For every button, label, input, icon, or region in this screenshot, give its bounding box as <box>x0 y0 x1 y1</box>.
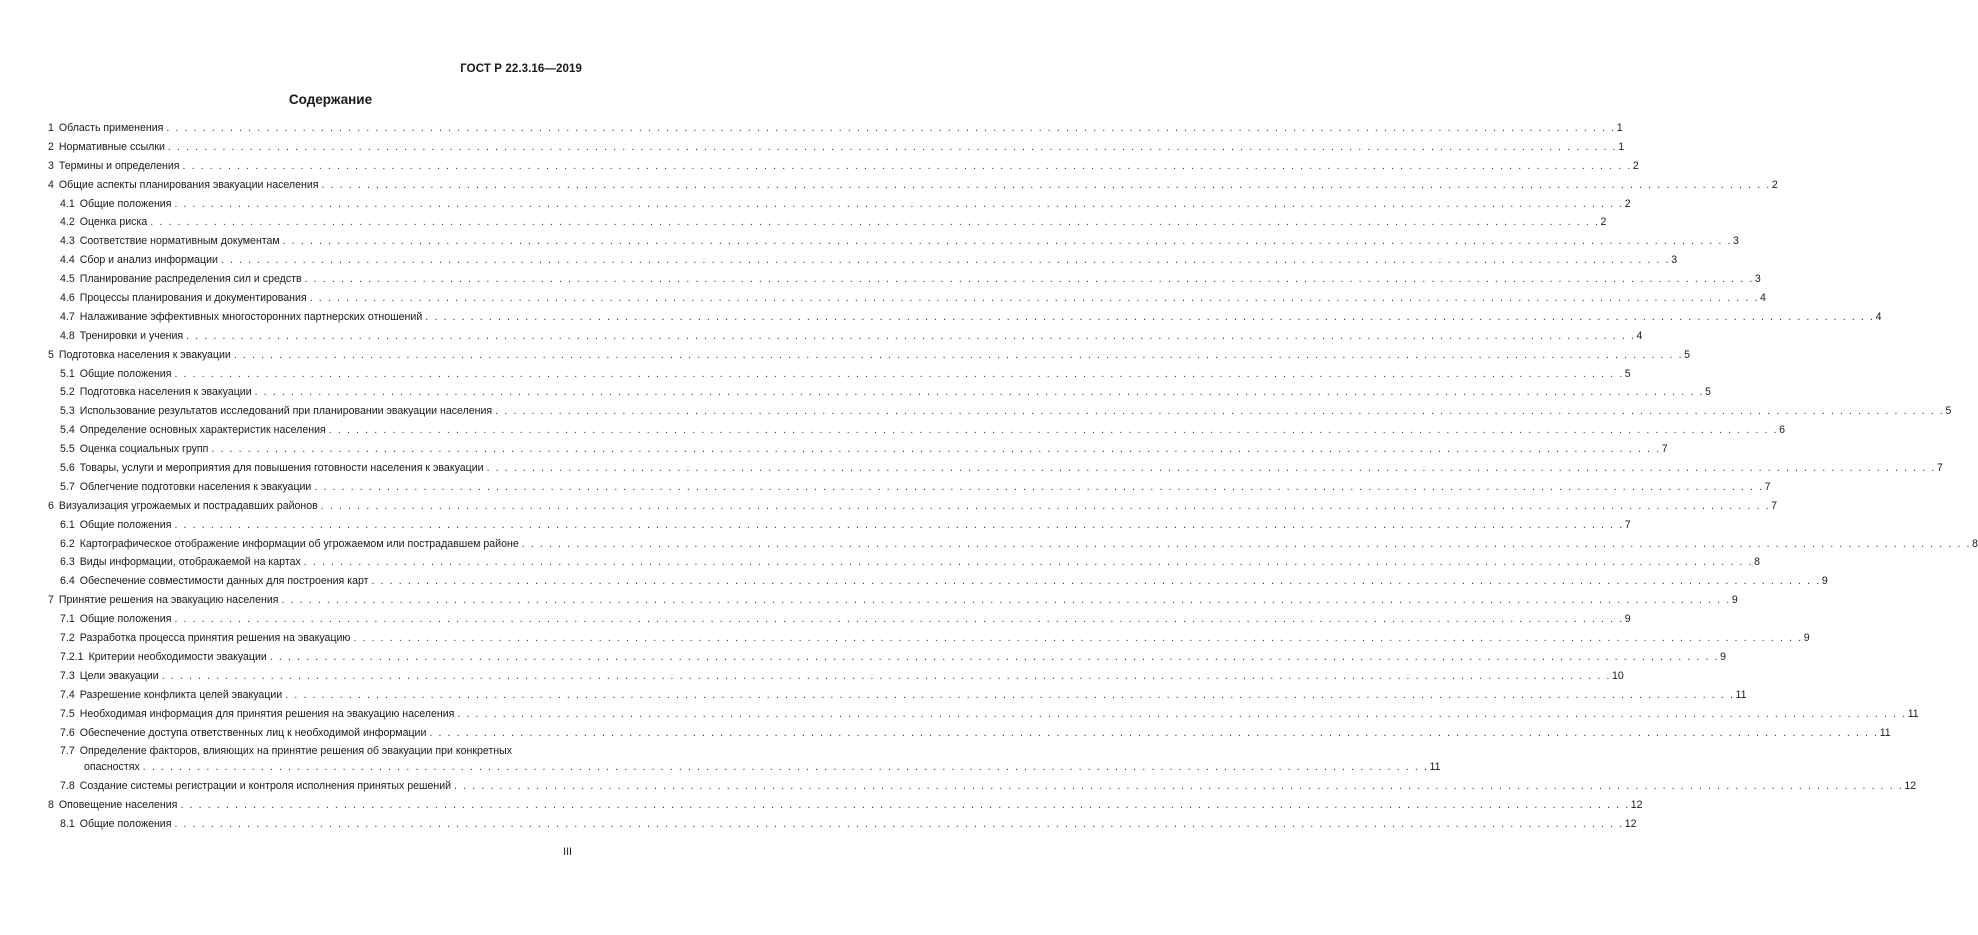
toc-leader-dots: . . . . . . . . . . . . . . . . . . . . . . . . . . . . . . . . . . . . . . . . . . . . . . . . . . . . . . . . . . . . . . . . . . . . . . . . . . . . . . . . . . . . . . . . . . . . . . . . . . . . . . . . . . . . . . . . . . . . . . . . . . . . . . . . . . . . . . . . . . . . . . . . . . . . . . . . . . . . . . . . <box>429 726 1879 739</box>
toc-leader-dots: . . . . . . . . . . . . . . . . . . . . . . . . . . . . . . . . . . . . . . . . . . . . . . . . . . . . . . . . . . . . . . . . . . . . . . . . . . . . . . . . . . . . . . . . . . . . . . . . . . . . . . . . . . . . . . . . . . . . . . . . . . . . . . . . . . . . . . . . . . . . . . . . . . . . . . . . . . . . . . . . <box>174 518 1624 531</box>
toc-entry-title: Общие положения <box>79 818 172 831</box>
toc-entry-page: 4 <box>1875 310 1882 323</box>
toc-entry-page: 4 <box>1760 292 1766 305</box>
toc-entry-page: 12 <box>1624 818 1637 831</box>
toc-leader-dots: . . . . . . . . . . . . . . . . . . . . . . . . . . . . . . . . . . . . . . . . . . . . . . . . . . . . . . . . . . . . . . . . . . . . . . . . . . . . . . . . . . . . . . . . . . . . . . . . . . . . . . . . . . . . . . . . . . . . . . . . . . . . . . . . . . . . . . . . . . . . . . . . . . . . . . . . . . . . . . . . <box>495 405 1945 418</box>
toc-entry-number: 7.4 <box>60 688 75 701</box>
toc-entry-page: 7 <box>1936 462 1943 475</box>
toc-entry-title: Разрешение конфликта целей эвакуации <box>79 688 283 701</box>
toc-title: Содержание <box>288 92 373 107</box>
toc-entry-title: Определение факторов, влияющих на принятие решения об эвакуации при конкретных <box>79 745 513 758</box>
toc-leader-dots: . . . . . . . . . . . . . . . . . . . . . . . . . . . . . . . . . . . . . . . . . . . . . . . . . . . . . . . . . . . . . . . . . . . . . . . . . . . . . . . . . . . . . . . . . . . . . . . . . . . . . . . . . . . . . . . . . . . . . . . . . . . . . . . . . . . . . . . . . . . . . . . . . . . . . . . . . . . . . . . . <box>321 178 1771 191</box>
toc-entry-number: 5.3 <box>60 405 75 418</box>
toc-entry-page: 7 <box>1764 480 1771 493</box>
toc-entry-page: 2 <box>1771 178 1778 191</box>
toc-entry-page: 11 <box>1879 726 1891 739</box>
toc-entry-page: 9 <box>1821 575 1828 588</box>
toc-entry-page: 2 <box>1624 197 1631 210</box>
toc-leader-dots: . . . . . . . . . . . . . . . . . . . . . . . . . . . . . . . . . . . . . . . . . . . . . . . . . . . . . . . . . . . . . . . . . . . . . . . . . . . . . . . . . . . . . . . . . . . . . . . . . . . . . . . . . . . . . . . . . . . . . . . . . . . . . . . . . . . . . . . . . . . . . . . . . . . . . . . . . . . . . . . . <box>486 462 1936 475</box>
toc-leader-dots: . . . . . . . . . . . . . . . . . . . . . . . . . . . . . . . . . . . . . . . . . . . . . . . . . . . . . . . . . . . . . . . . . . . . . . . . . . . . . . . . . . . . . . . . . . . . . . . . . . . . . . . . . . . . . . . . . . . . . . . . . . . . . . . . . . . . . . . . . . . . . . . . . . . . . . . . . . . . . . . . <box>220 254 1671 267</box>
toc-entry[interactable] <box>48 254 1678 273</box>
toc-leader-dots: . . . . . . . . . . . . . . . . . . . . . . . . . . . . . . . . . . . . . . . . . . . . . . . . . . . . . . . . . . . . . . . . . . . . . . . . . . . . . . . . . . . . . . . . . . . . . . . . . . . . . . . . . . . . . . . . . . . . . . . . . . . . . . . . . . . . . . . . . . . . . . <box>142 761 1429 774</box>
toc-entry[interactable] <box>48 818 1637 837</box>
toc-entry-title: Оценка социальных групп <box>79 443 209 456</box>
toc-entry-title: Необходимая информация для принятия решения на эвакуацию населения <box>79 707 455 720</box>
toc-entry[interactable] <box>48 405 1952 424</box>
toc-entry-page: 8 <box>1754 556 1760 569</box>
toc-leader-dots: . . . . . . . . . . . . . . . . . . . . . . . . . . . . . . . . . . . . . . . . . . . . . . . . . . . . . . . . . . . . . . . . . . . . . . . . . . . . . . . . . . . . . . . . . . . . . . . . . . . . . . . . . . . . . . . . . . . . . . . . . . . . . . . . . . . . . . . . . . . . . . . . . . . . . . . . . . . . . . . . <box>161 669 1611 682</box>
toc-entry-page: 11 <box>1735 688 1747 701</box>
toc-entry-page: 7 <box>1624 518 1631 531</box>
toc-entry-number: 2 <box>48 140 54 153</box>
toc-entry-title: Цели эвакуации <box>79 669 159 682</box>
toc-leader-dots: . . . . . . . . . . . . . . . . . . . . . . . . . . . . . . . . . . . . . . . . . . . . . . . . . . . . . . . . . . . . . . . . . . . . . . . . . . . . . . . . . . . . . . . . . . . . . . . . . . . . . . . . . . . . . . . . . . . . . . . . . . . . . . . . . . . . . . . . . . . . . . . . . . . . . . . . . . . . . . . . <box>166 122 1616 134</box>
toc-entry[interactable] <box>48 556 1760 575</box>
toc-leader-dots: . . . . . . . . . . . . . . . . . . . . . . . . . . . . . . . . . . . . . . . . . . . . . . . . . . . . . . . . . . . . . . . . . . . . . . . . . . . . . . . . . . . . . . . . . . . . . . . . . . . . . . . . . . . . . . . . . . . . . . . . . . . . . . . . . . . . . . . . . . . . . . . . . . . . . . . . . . . . . . . . <box>282 235 1733 248</box>
toc-entry-number: 5.4 <box>60 424 75 437</box>
toc-entry-title: Общие положения <box>79 367 172 380</box>
toc-entry-number: 4.5 <box>60 273 75 286</box>
toc-entry-title: Виды информации, отображаемой на картах <box>79 556 301 569</box>
toc-entry-number: 7.7 <box>60 745 75 758</box>
toc-entry-number: 1 <box>48 122 54 134</box>
toc-entry[interactable] <box>48 178 1778 198</box>
toc-entry-number: 7.2 <box>60 632 75 645</box>
toc-tail-entries <box>48 780 1917 837</box>
toc-leader-dots: . . . . . . . . . . . . . . . . . . . . . . . . . . . . . . . . . . . . . . . . . . . . . . . . . . . . . . . . . . . . . . . . . . . . . . . . . . . . . . . . . . . . . . . . . . . . . . . . . . . . . . . . . . . . . . . . . . . . . . . . . . . . . . . . . . . . . . . . . . . . . . . . . . . . . . . . . . . . . . . . <box>303 556 1754 569</box>
toc-entry[interactable] <box>48 650 1727 670</box>
toc-entry[interactable] <box>48 273 1761 292</box>
toc-leader-dots: . . . . . . . . . . . . . . . . . . . . . . . . . . . . . . . . . . . . . . . . . . . . . . . . . . . . . . . . . . . . . . . . . . . . . . . . . . . . . . . . . . . . . . . . . . . . . . . . . . . . . . . . . . . . . . . . . . . . . . . . . . . . . . . . . . . . . . . . . . . . . . . . . . . . . . . . . . . . . . . . <box>353 632 1803 645</box>
toc-leader-dots: . . . . . . . . . . . . . . . . . . . . . . . . . . . . . . . . . . . . . . . . . . . . . . . . . . . . . . . . . . . . . . . . . . . . . . . . . . . . . . . . . . . . . . . . . . . . . . . . . . . . . . . . . . . . . . . . . . . . . . . . . . . . . . . . . . . . . . . . . . . . . . . . . . . . . . . . . . . . . . . . <box>211 443 1661 456</box>
toc-entry-title: Область применения <box>58 122 164 134</box>
toc-entry-title: Оповещение населения <box>58 799 178 812</box>
toc-entry-number: 7.6 <box>60 726 75 739</box>
toc-entry-title: Процессы планирования и документирования <box>79 292 307 305</box>
toc-entry-title: Создание системы регистрации и контроля исполнения принятых решений <box>79 780 452 793</box>
toc-entry[interactable] <box>48 235 1739 254</box>
toc-entry-page: 12 <box>1904 780 1917 793</box>
toc-main-entries <box>48 122 1978 745</box>
toc-entry-page: 4 <box>1636 329 1643 342</box>
toc-leader-dots: . . . . . . . . . . . . . . . . . . . . . . . . . . . . . . . . . . . . . . . . . . . . . . . . . . . . . . . . . . . . . . . . . . . . . . . . . . . . . . . . . . . . . . . . . . . . . . . . . . . . . . . . . . . . . . . . . . . . . . . . . . . . . . . . . . . . . . . . . . . . . . . . . . . . . . . . . . . . . . . . <box>174 613 1624 626</box>
toc-entry-title-continued: опасностях <box>84 761 140 774</box>
toc-entry-number: 5.7 <box>60 480 75 493</box>
toc-entry-number: 4.8 <box>60 329 75 342</box>
toc-entry-page: 9 <box>1803 632 1810 645</box>
toc-leader-dots: . . . . . . . . . . . . . . . . . . . . . . . . . . . . . . . . . . . . . . . . . . . . . . . . . . . . . . . . . . . . . . . . . . . . . . . . . . . . . . . . . . . . . . . . . . . . . . . . . . . . . . . . . . . . . . . . . . . . . . . . . . . . . . . . . . . . . . . . . . . . . . . . . . . . . . . . . . . . . . . . <box>328 424 1779 437</box>
toc-entry[interactable] <box>48 480 1771 500</box>
toc-entry-number: 4.1 <box>60 197 75 210</box>
toc-entry[interactable] <box>48 462 1943 481</box>
toc-entry[interactable] <box>48 367 1631 387</box>
toc-leader-dots: . . . . . . . . . . . . . . . . . . . . . . . . . . . . . . . . . . . . . . . . . . . . . . . . . . . . . . . . . . . . . . . . . . . . . . . . . . . . . . . . . . . . . . . . . . . . . . . . . . . . . . . . . . . . . . . . . . . . . . . . . . . . . . . . . . . . . . . . . . . . . . . . . . . . . . . . . . . . . . . . <box>314 480 1764 493</box>
toc-leader-dots: . . . . . . . . . . . . . . . . . . . . . . . . . . . . . . . . . . . . . . . . . . . . . . . . . . . . . . . . . . . . . . . . . . . . . . . . . . . . . . . . . . . . . . . . . . . . . . . . . . . . . . . . . . . . . . . . . . . . . . . . . . . . . . . . . . . . . . . . . . . . . . . . . . . . . . . . . . . . . . . . <box>521 537 1972 550</box>
toc-entry-page: 7 <box>1771 499 1778 512</box>
toc-entry-number: 4.7 <box>60 310 75 323</box>
toc-leader-dots: . . . . . . . . . . . . . . . . . . . . . . . . . . . . . . . . . . . . . . . . . . . . . . . . . . . . . . . . . . . . . . . . . . . . . . . . . . . . . . . . . . . . . . . . . . . . . . . . . . . . . . . . . . . . . . . . . . . . . . . . . . . . . . . . . . . . . . . . . . . . . . . . . . . . . . . . . . . . . . . . <box>320 499 1771 512</box>
toc-entry-number: 5.6 <box>60 462 75 475</box>
toc-entry-title: Термины и определения <box>58 159 180 172</box>
toc-entry[interactable] <box>48 537 1978 557</box>
toc-entry-title: Подготовка населения к эвакуации <box>58 348 231 361</box>
toc-entry-number: 5.2 <box>60 386 75 399</box>
toc-entry-page: 2 <box>1632 159 1639 172</box>
table-of-contents <box>48 122 1978 837</box>
toc-leader-dots: . . . . . . . . . . . . . . . . . . . . . . . . . . . . . . . . . . . . . . . . . . . . . . . . . . . . . . . . . . . . . . . . . . . . . . . . . . . . . . . . . . . . . . . . . . . . . . . . . . . . . . . . . . . . . . . . . . . . . . . . . . . . . . . . . . . . . . . . . . . . . . . . . . . . . . . . . . . . . . . . <box>167 140 1618 153</box>
toc-entry-title: Общие положения <box>79 518 172 531</box>
toc-leader-dots: . . . . . . . . . . . . . . . . . . . . . . . . . . . . . . . . . . . . . . . . . . . . . . . . . . . . . . . . . . . . . . . . . . . . . . . . . . . . . . . . . . . . . . . . . . . . . . . . . . . . . . . . . . . . . . . . . . . . . . . . . . . . . . . . . . . . . . . . . . . . . . . . . . . . . . . . . . . . . . . . <box>182 159 1632 172</box>
toc-entry-page: 10 <box>1612 669 1624 682</box>
toc-entry-page: 7 <box>1661 443 1668 456</box>
toc-entry-page: 9 <box>1624 613 1631 626</box>
toc-entry-number: 4.3 <box>60 235 75 248</box>
page-number: III <box>563 846 572 858</box>
toc-entry-page: 11 <box>1429 761 1441 774</box>
toc-entry-title: Нормативные ссылки <box>58 140 165 153</box>
toc-entry[interactable] <box>48 499 1778 519</box>
toc-entry[interactable] <box>48 140 1625 160</box>
toc-leader-dots: . . . . . . . . . . . . . . . . . . . . . . . . . . . . . . . . . . . . . . . . . . . . . . . . . . . . . . . . . . . . . . . . . . . . . . . . . . . . . . . . . . . . . . . . . . . . . . . . . . . . . . . . . . . . . . . . . . . . . . . . . . . . . . . . . . . . . . . . . . . . . . . . . . . . . . . . . . . . . . . . <box>281 594 1731 607</box>
toc-entry-number: 7.2.1 <box>60 650 84 663</box>
toc-entry-title: Товары, услуги и мероприятия для повышения готовности населения к эвакуации <box>79 462 484 475</box>
toc-leader-dots: . . . . . . . . . . . . . . . . . . . . . . . . . . . . . . . . . . . . . . . . . . . . . . . . . . . . . . . . . . . . . . . . . . . . . . . . . . . . . . . . . . . . . . . . . . . . . . . . . . . . . . . . . . . . . . . . . . . . . . . . . . . . . . . . . . . . . . . . . . . . . . . . . . . . . . . . . . . . . . . . <box>304 273 1754 286</box>
toc-entry[interactable] <box>48 197 1631 217</box>
toc-entry-page: 12 <box>1630 799 1643 812</box>
toc-leader-dots: . . . . . . . . . . . . . . . . . . . . . . . . . . . . . . . . . . . . . . . . . . . . . . . . . . . . . . . . . . . . . . . . . . . . . . . . . . . . . . . . . . . . . . . . . . . . . . . . . . . . . . . . . . . . . . . . . . . . . . . . . . . . . . . . . . . . . . . . . . . . . . . . . . . . . . . . . . . . . . . . <box>371 575 1821 588</box>
toc-entry-number: 5 <box>48 348 54 361</box>
toc-leader-dots: . . . . . . . . . . . . . . . . . . . . . . . . . . . . . . . . . . . . . . . . . . . . . . . . . . . . . . . . . . . . . . . . . . . . . . . . . . . . . . . . . . . . . . . . . . . . . . . . . . . . . . . . . . . . . . . . . . . . . . . . . . . . . . . . . . . . . . . . . . . . . . . . . . . . . . . . . . . . . . . . <box>254 386 1704 399</box>
toc-leader-dots: . . . . . . . . . . . . . . . . . . . . . . . . . . . . . . . . . . . . . . . . . . . . . . . . . . . . . . . . . . . . . . . . . . . . . . . . . . . . . . . . . . . . . . . . . . . . . . . . . . . . . . . . . . . . . . . . . . . . . . . . . . . . . . . . . . . . . . . . . . . . . . . . . . . . . . . . . . . . . . . . <box>150 216 1600 229</box>
toc-entry-title: Общие положения <box>79 613 172 626</box>
toc-entry-number: 7.8 <box>60 780 75 793</box>
toc-entry-page: 3 <box>1733 235 1739 248</box>
toc-entry[interactable] <box>48 122 1623 141</box>
toc-entry-title: Сбор и анализ информации <box>79 254 218 267</box>
toc-leader-dots: . . . . . . . . . . . . . . . . . . . . . . . . . . . . . . . . . . . . . . . . . . . . . . . . . . . . . . . . . . . . . . . . . . . . . . . . . . . . . . . . . . . . . . . . . . . . . . . . . . . . . . . . . . . . . . . . . . . . . . . . . . . . . . . . . . . . . . . . . . . . . . . . . . . . . . . . . . . . . . . . <box>233 348 1684 361</box>
toc-entry-number: 3 <box>48 159 54 172</box>
toc-entry[interactable] <box>48 216 1607 235</box>
toc-leader-dots: . . . . . . . . . . . . . . . . . . . . . . . . . . . . . . . . . . . . . . . . . . . . . . . . . . . . . . . . . . . . . . . . . . . . . . . . . . . . . . . . . . . . . . . . . . . . . . . . . . . . . . . . . . . . . . . . . . . . . . . . . . . . . . . . . . . . . . . . . . . . . . . . . . . . . . . . . . . . . . . . <box>180 799 1630 812</box>
toc-entry[interactable] <box>48 799 1643 818</box>
toc-entry-page: 9 <box>1731 594 1738 607</box>
toc-entry-title: Общие аспекты планирования эвакуации населения <box>58 178 319 191</box>
toc-entry[interactable] <box>48 518 1631 538</box>
toc-entry[interactable] <box>48 348 1691 368</box>
toc-entry-number: 6.4 <box>60 575 75 588</box>
toc-leader-dots: . . . . . . . . . . . . . . . . . . . . . . . . . . . . . . . . . . . . . . . . . . . . . . . . . . . . . . . . . . . . . . . . . . . . . . . . . . . . . . . . . . . . . . . . . . . . . . . . . . . . . . . . . . . . . . . . . . . . . . . . . . . . . . . . . . . . . . . . . . . . . . . . . . . . . . . . . . . . . . . . <box>269 650 1720 663</box>
toc-entry-title: Облегчение подготовки населения к эвакуации <box>79 480 312 493</box>
toc-entry-page: 2 <box>1600 216 1607 229</box>
toc-entry-page: 11 <box>1907 707 1919 720</box>
toc-entry[interactable] <box>48 310 1882 330</box>
toc-entry-number: 7.5 <box>60 707 75 720</box>
toc-leader-dots: . . . . . . . . . . . . . . . . . . . . . . . . . . . . . . . . . . . . . . . . . . . . . . . . . . . . . . . . . . . . . . . . . . . . . . . . . . . . . . . . . . . . . . . . . . . . . . . . . . . . . . . . . . . . . . . . . . . . . . . . . . . . . . . . . . . . . . . . . . . . . . . . . . . . . . . . . . . . . . . . <box>174 818 1624 831</box>
toc-entry[interactable] <box>48 669 1624 689</box>
toc-leader-dots: . . . . . . . . . . . . . . . . . . . . . . . . . . . . . . . . . . . . . . . . . . . . . . . . . . . . . . . . . . . . . . . . . . . . . . . . . . . . . . . . . . . . . . . . . . . . . . . . . . . . . . . . . . . . . . . . . . . . . . . . . . . . . . . . . . . . . . . . . . . . . . . . . . . . . . . . . . . . . . . . <box>457 707 1907 720</box>
toc-entry-number: 5.5 <box>60 443 75 456</box>
toc-entry-page: 5 <box>1704 386 1711 399</box>
toc-leader-dots: . . . . . . . . . . . . . . . . . . . . . . . . . . . . . . . . . . . . . . . . . . . . . . . . . . . . . . . . . . . . . . . . . . . . . . . . . . . . . . . . . . . . . . . . . . . . . . . . . . . . . . . . . . . . . . . . . . . . . . . . . . . . . . . . . . . . . . . . . . . . . . . . . . . . . . . . . . . . . . . . <box>309 292 1759 305</box>
toc-entry-page: 6 <box>1779 424 1785 437</box>
toc-entry-title: Общие положения <box>79 197 172 210</box>
toc-entry[interactable] <box>48 688 1747 708</box>
toc-entry[interactable] <box>48 594 1738 613</box>
toc-entry-title: Планирование распределения сил и средств <box>79 273 302 286</box>
toc-entry-number: 6.3 <box>60 556 75 569</box>
toc-entry[interactable] <box>48 292 1766 311</box>
toc-entry-page: 5 <box>1684 348 1691 361</box>
toc-entry-number: 6.1 <box>60 518 75 531</box>
toc-entry[interactable] <box>48 329 1643 349</box>
toc-entry-number: 7 <box>48 594 54 607</box>
toc-entry-page: 1 <box>1618 140 1625 153</box>
toc-entry-page: 3 <box>1671 254 1678 267</box>
toc-entry-title: Оценка риска <box>79 216 148 229</box>
toc-entry-title: Налаживание эффективных многосторонних партнерских отношений <box>79 310 423 323</box>
toc-entry[interactable] <box>48 780 1917 799</box>
toc-entry[interactable] <box>48 707 1919 727</box>
toc-leader-dots: . . . . . . . . . . . . . . . . . . . . . . . . . . . . . . . . . . . . . . . . . . . . . . . . . . . . . . . . . . . . . . . . . . . . . . . . . . . . . . . . . . . . . . . . . . . . . . . . . . . . . . . . . . . . . . . . . . . . . . . . . . . . . . . . . . . . . . . . . . . . . . . . . . . . . . . . . . . . . . . . <box>285 688 1735 701</box>
toc-entry-number: 4.4 <box>60 254 75 267</box>
toc-entry[interactable] <box>48 443 1668 462</box>
toc-entry[interactable] <box>48 726 1891 746</box>
toc-entry-title: Определение основных характеристик населения <box>79 424 326 437</box>
toc-leader-dots: . . . . . . . . . . . . . . . . . . . . . . . . . . . . . . . . . . . . . . . . . . . . . . . . . . . . . . . . . . . . . . . . . . . . . . . . . . . . . . . . . . . . . . . . . . . . . . . . . . . . . . . . . . . . . . . . . . . . . . . . . . . . . . . . . . . . . . . . . . . . . . . . . . . . . . . . . . . . . . . . <box>174 367 1624 380</box>
toc-entry[interactable] <box>48 745 1441 780</box>
toc-entry-page: 9 <box>1720 650 1727 663</box>
toc-entry-number: 6 <box>48 499 54 512</box>
toc-leader-dots: . . . . . . . . . . . . . . . . . . . . . . . . . . . . . . . . . . . . . . . . . . . . . . . . . . . . . . . . . . . . . . . . . . . . . . . . . . . . . . . . . . . . . . . . . . . . . . . . . . . . . . . . . . . . . . . . . . . . . . . . . . . . . . . . . . . . . . . . . . . . . . . . . . . . . . . . . . . . . . . . <box>454 780 1904 793</box>
toc-entry-number: 4 <box>48 178 54 191</box>
toc-entry-page: 3 <box>1754 273 1761 286</box>
toc-entry-page: 8 <box>1972 537 1978 550</box>
toc-entry[interactable] <box>48 159 1639 179</box>
toc-entry-title: Разработка процесса принятия решения на эвакуацию <box>79 632 351 645</box>
toc-entry-number: 4.6 <box>60 292 75 305</box>
toc-entry[interactable] <box>48 613 1631 632</box>
toc-leader-dots: . . . . . . . . . . . . . . . . . . . . . . . . . . . . . . . . . . . . . . . . . . . . . . . . . . . . . . . . . . . . . . . . . . . . . . . . . . . . . . . . . . . . . . . . . . . . . . . . . . . . . . . . . . . . . . . . . . . . . . . . . . . . . . . . . . . . . . . . . . . . . . . . . . . . . . . . . . . . . . . . <box>425 310 1875 323</box>
toc-entry[interactable] <box>48 632 1810 651</box>
toc-entry-page: 5 <box>1945 405 1952 418</box>
toc-entry-page: 1 <box>1616 122 1623 134</box>
toc-entry-number: 7.3 <box>60 669 75 682</box>
toc-entry-title: Картографическое отображение информации об угрожаемом или пострадавшем районе <box>79 537 519 550</box>
toc-leader-dots: . . . . . . . . . . . . . . . . . . . . . . . . . . . . . . . . . . . . . . . . . . . . . . . . . . . . . . . . . . . . . . . . . . . . . . . . . . . . . . . . . . . . . . . . . . . . . . . . . . . . . . . . . . . . . . . . . . . . . . . . . . . . . . . . . . . . . . . . . . . . . . . . . . . . . . . . . . . . . . . . <box>186 329 1636 342</box>
toc-entry-number: 6.2 <box>60 537 75 550</box>
toc-entry-title: Критерии необходимости эвакуации <box>88 650 267 663</box>
toc-entry[interactable] <box>48 386 1711 405</box>
toc-entry-number: 5.1 <box>60 367 75 380</box>
toc-entry[interactable] <box>48 575 1828 594</box>
toc-entry-number: 7.1 <box>60 613 75 626</box>
toc-entry-title: Визуализация угрожаемых и пострадавших районов <box>58 499 318 512</box>
toc-entry-number: 4.2 <box>60 216 75 229</box>
toc-entry-number: 8.1 <box>60 818 75 831</box>
toc-entry-title: Принятие решения на эвакуацию населения <box>58 594 279 607</box>
toc-entry-title: Использование результатов исследований при планировании эвакуации населения <box>79 405 493 418</box>
toc-leader-dots: . . . . . . . . . . . . . . . . . . . . . . . . . . . . . . . . . . . . . . . . . . . . . . . . . . . . . . . . . . . . . . . . . . . . . . . . . . . . . . . . . . . . . . . . . . . . . . . . . . . . . . . . . . . . . . . . . . . . . . . . . . . . . . . . . . . . . . . . . . . . . . . . . . . . . . . . . . . . . . . . <box>174 197 1624 210</box>
toc-entry-title: Соответствие нормативным документам <box>79 235 280 248</box>
toc-entry-page: 5 <box>1624 367 1631 380</box>
toc-entry-title: Подготовка населения к эвакуации <box>79 386 252 399</box>
toc-entry-title: Тренировки и учения <box>79 329 184 342</box>
document-code: ГОСТ Р 22.3.16—2019 <box>460 63 582 75</box>
toc-entry-title: Обеспечение совместимости данных для построения карт <box>79 575 369 588</box>
toc-entry-title: Обеспечение доступа ответственных лиц к необходимой информации <box>79 726 427 739</box>
toc-entry[interactable] <box>48 424 1785 443</box>
toc-entry-number: 8 <box>48 799 54 812</box>
